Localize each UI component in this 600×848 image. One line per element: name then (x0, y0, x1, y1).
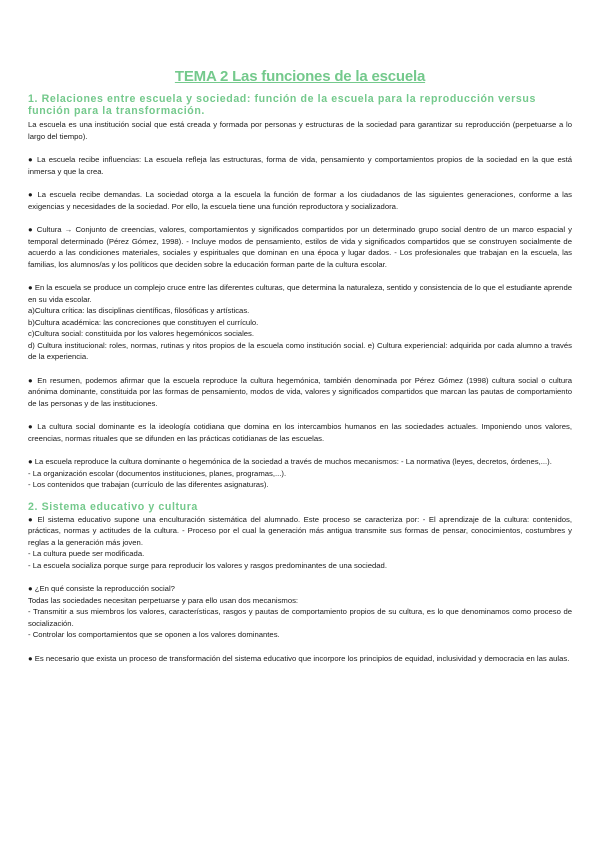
paragraph-resumen: ● En resumen, podemos afirmar que la escuela reproduce la cultura hegemónica, también denominada por Pérez Gómez (1998) cultura social o cultura anónima dominante, constituida por las formas de pensamiento, modos de vida, valores y significados compartidos que marcan las pautas de comportamiento de las personas y de las instituciones. (28, 375, 572, 408)
paragraph-mecanismos (28, 456, 572, 491)
section-2-heading: 2. Sistema educativo y cultura (28, 500, 198, 513)
list-item-organizacion: - La organización escolar (documentos instituciones, planes, programas,...). (28, 468, 287, 478)
list-item-cultura-modificada: - La cultura puede ser modificada. (28, 549, 145, 558)
reproduccion-intro: Todas las sociedades necesitan perpetuarse y para ello usan dos mecanismos: (28, 595, 299, 605)
enculturacion-intro: ● El sistema educativo supone una enculturación sistemática del alumnado. Este proceso se caracteriza por: - El aprendizaje de la cultura: contenidos, prácticas, normas y actitudes de la cultura. - Proceso por el cual la generación más antigua transmite sus formas de pensar, conocimientos, costumbres y reglas a la generación más joven. (28, 514, 572, 547)
list-item-contenidos: - Los contenidos que trabajan (currículo de las diferentes asignaturas). (28, 480, 269, 489)
reproduccion-question: ● ¿En qué consiste la reproducción social? (28, 584, 175, 593)
paragraph-enculturacion (28, 514, 572, 572)
paragraph-influencias: ● La escuela recibe influencias: La escuela refleja las estructuras, forma de vida, pensamiento y comportamientos propios de la sociedad en la que está inmersa y que la crea. (28, 155, 572, 176)
paragraph-cultura: ● Cultura → Conjunto de creencias, valores, comportamientos y significados compartidos por un determinado grupo social dentro de un marco espacial y temporal determinado (Pérez Gómez, 1998). - Incluye modos de pensamiento, estilos de vida y significados compartidos que se construyen socialmente de acuerdo a las condiciones materiales, sociales y espirituales que dominan en una época y lugar dados. - Los profesionales que trabajan en la escuela, las familias, los alumnos/as y los políticos que deciden sobre la educación forman parte de la cultura escolar. (28, 225, 572, 269)
list-item-cultura-social: c)Cultura social: constituida por los valores hegemónicos sociales. (28, 329, 255, 338)
paragraph-reproduccion-social (28, 583, 572, 641)
mecanismos-intro: ● La escuela reproduce la cultura dominante o hegemónica de la sociedad a través de muchos mecanismos: - La normativa (leyes, decretos, órdenes,...). (28, 457, 552, 466)
paragraph-transformacion: ● Es necesario que exista un proceso de transformación del sistema educativo que incorpore los principios de equidad, inclusividad y democracia en las aulas. (28, 653, 570, 663)
list-item-cultura-academica: b)Cultura académica: las concreciones que constituyen el currículo. (28, 317, 259, 327)
list-item-controlar: - Controlar los comportamientos que se oponen a los valores dominantes. (28, 630, 280, 639)
list-item-cultura-critica: a)Cultura crítica: las disciplinas científicas, filosóficas y artísticas. (28, 306, 250, 315)
cruce-intro: ● En la escuela se produce un complejo cruce entre las diferentes culturas, que determina la naturaleza, sentido y consistencia de lo que el estudiante aprende en su vida escolar. (28, 283, 572, 304)
list-item-transmitir: - Transmitir a sus miembros los valores, características, rasgos y pautas de comportamiento propios de su cultura, es lo que denominamos como proceso de socialización. (28, 607, 572, 628)
paragraph-demandas: ● La escuela recibe demandas. La sociedad otorga a la escuela la función de formar a los ciudadanos de las siguientes generaciones, conforme a las exigencias y necesidades de la sociedad. Por ello, la escuela tiene una función reproductora y socializadora. (28, 190, 572, 211)
paragraph-cruce-culturas (28, 282, 572, 363)
page-title: TEMA 2 Las funciones de la escuela (174, 68, 426, 85)
paragraph-cultura-dominante: ● La cultura social dominante es la ideología cotidiana que domina en los intercambios humanos en las sociedades actuales. Imponiendo unos valores, creencias, normas rituales que se difunden en las prácticas cotidianas de las escuelas. (28, 422, 572, 443)
list-item-escuela-socializa: - La escuela socializa porque surge para reproducir los valores y rasgos predominantes de una sociedad. (28, 560, 387, 570)
paragraph-escuela-institucion: La escuela es una institución social que está creada y formada por personas y estructuras de la sociedad para garantizar su reproducción (perpetuarse a lo largo del tiempo). (28, 120, 572, 141)
section-1-heading: 1. Relaciones entre escuela y sociedad: función de la escuela para la reproducción versus función para la transformación. (28, 93, 536, 117)
list-item-cultura-institucional: d) Cultura institucional: roles, normas, rutinas y ritos propios de la escuela como institución social. e) Cultura experiencial: adquirida por cada alumno a través de la experiencia. (28, 340, 572, 361)
